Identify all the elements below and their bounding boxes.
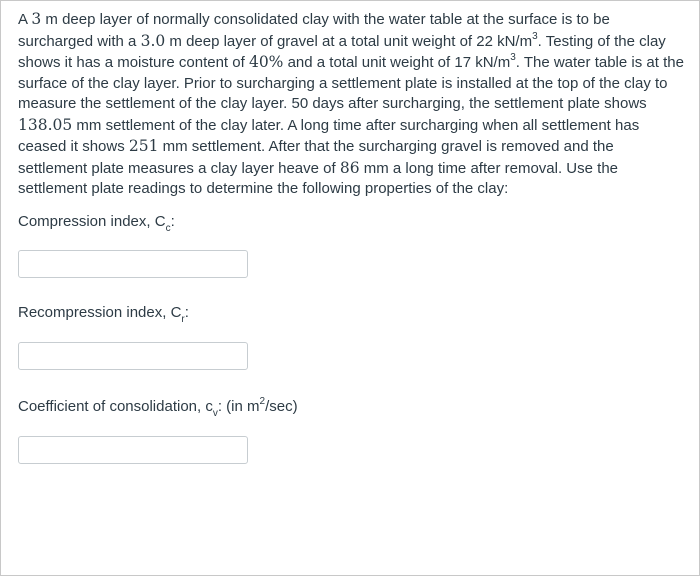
compression-index-input[interactable]: [18, 250, 248, 278]
problem-text: . Testing of the clay shows it has a moisture content of: [18, 32, 666, 71]
unit-exponent: 3: [510, 52, 516, 63]
final-settlement-value: 251: [128, 137, 159, 155]
problem-text: m deep layer of normally consolidated clay with the water table at the surface is to be surcharged with a: [18, 11, 610, 50]
compression-index-label: Compression index, $C_c$:: [18, 212, 175, 234]
settlement-50-days-value: 138.05: [18, 115, 73, 134]
unit-exponent: 3: [532, 30, 538, 42]
problem-text: m deep layer of gravel at a total unit weight of 22 kN/m: [165, 32, 533, 50]
consolidation-coefficient-input[interactable]: [18, 436, 248, 464]
problem-text: and a total unit weight of 17 kN/m: [283, 54, 511, 71]
recompression-index-input[interactable]: [18, 342, 248, 370]
problem-statement: [18, 9, 685, 200]
recompression-index-label: Recompression index, $C_r$:: [18, 303, 189, 325]
problem-text: mm settlement. After that the surcharging gravel is removed and the settlement plate measures a clay layer heave of: [18, 138, 614, 177]
consolidation-coefficient-label: Coefficient of consolidation, $c_v$: (in $m^2/\sec$): [18, 395, 298, 419]
gravel-depth-value: 3.0: [140, 31, 166, 50]
clay-depth-value: 3: [31, 10, 42, 28]
question-content: [1, 1, 699, 464]
problem-text: mm settlement of the clay later. A long time after surcharging when all settlement has ceased it shows: [18, 116, 640, 155]
problem-text: mm a long time after removal. Use the settlement plate readings to determine the following properties of the clay:: [18, 159, 619, 197]
heave-value: 86: [339, 158, 360, 177]
moisture-content-value: 40%: [248, 53, 284, 71]
problem-text: . The water table is at the surface of the clay layer. Prior to surcharging a settlement plate is installed at the top of the clay to measure the settlement of the clay layer. 50 days after surcharging, the settlement plate shows: [18, 54, 684, 112]
problem-text: A: [18, 11, 32, 28]
